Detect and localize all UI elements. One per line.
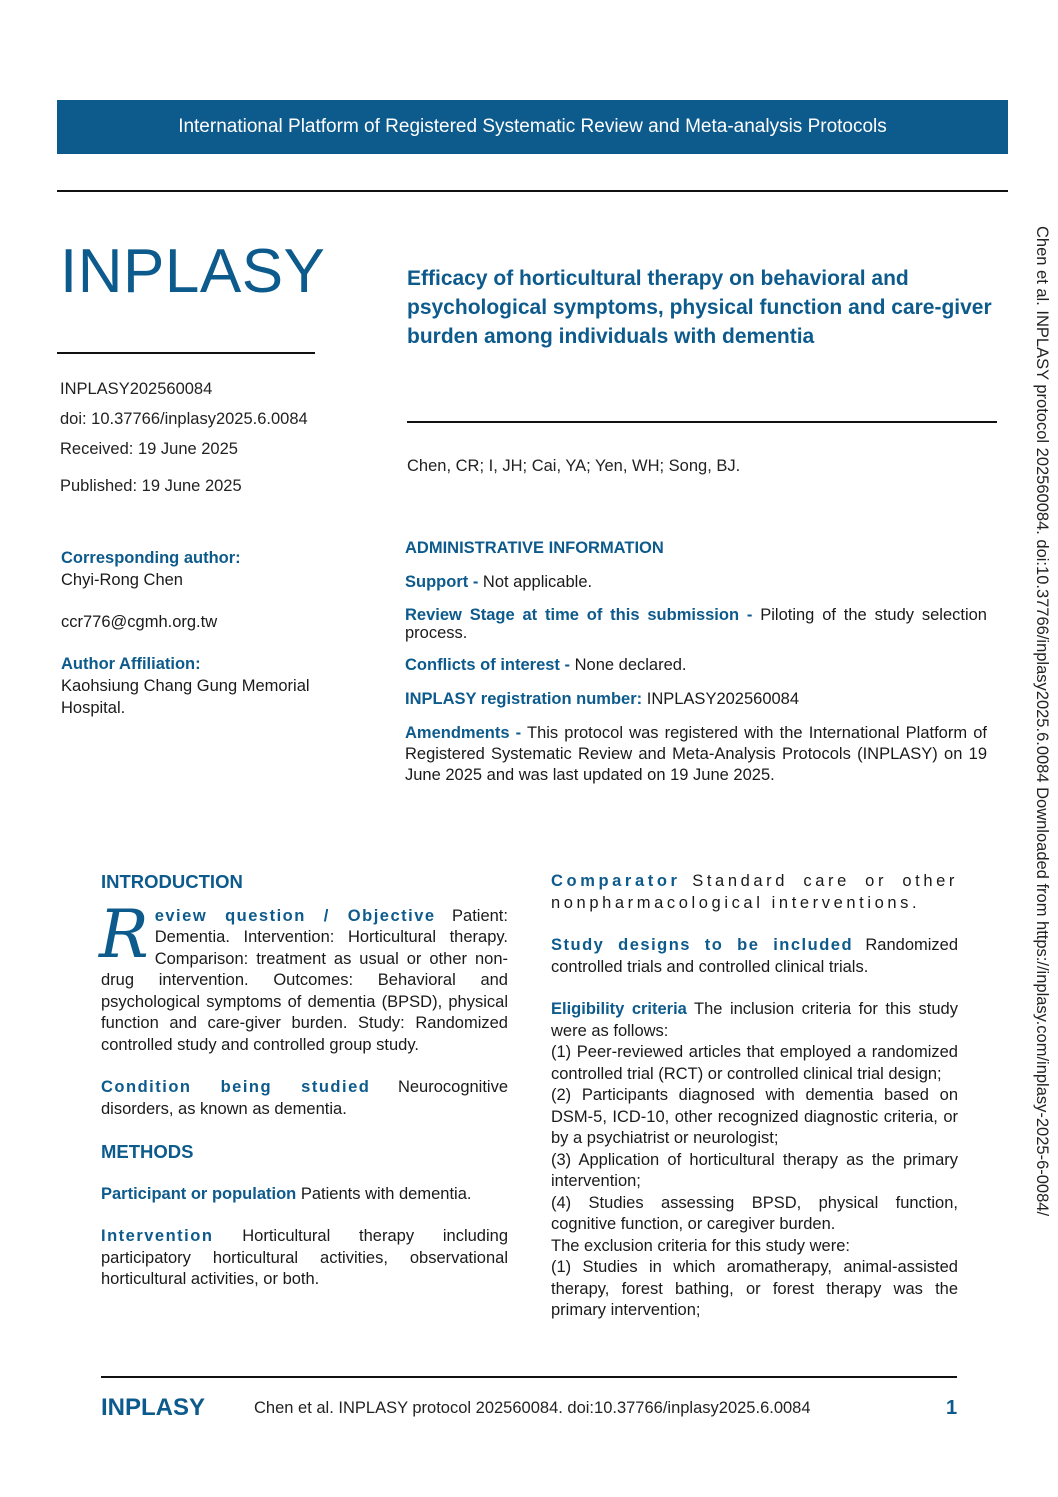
logo-rule xyxy=(57,352,315,354)
eligibility-paragraph xyxy=(551,999,958,1042)
intervention-text: Horticultural therapy including participatory horticultural activities, observational horticultural activities, or both. xyxy=(101,1227,508,1288)
registration-id: INPLASY202560084 xyxy=(60,380,213,398)
body-right-column xyxy=(551,871,958,1322)
dropcap-letter: R xyxy=(99,895,149,973)
banner-text: International Platform of Registered Systematic Review and Meta-analysis Protocols xyxy=(178,116,887,137)
body-left-column xyxy=(101,871,508,1291)
corresponding-author-name: Chyi-Rong Chen xyxy=(61,571,183,589)
page-number: 1 xyxy=(946,1397,958,1419)
condition-paragraph xyxy=(101,1077,508,1120)
title-rule xyxy=(407,421,997,423)
population-paragraph xyxy=(101,1184,508,1206)
header-rule xyxy=(57,190,1008,192)
footer-citation: Chen et al. INPLASY protocol 202560084. doi:10.37766/inplasy2025.6.0084 xyxy=(254,1399,811,1417)
registration-number-label: INPLASY registration number: xyxy=(405,690,643,708)
comparator-label: Comparator xyxy=(551,872,681,890)
study-designs-label: Study designs to be included xyxy=(551,936,854,954)
registration-number-text: INPLASY202560084 xyxy=(646,690,800,708)
corresponding-author-email: ccr776@cgmh.org.tw xyxy=(61,613,218,631)
administrative-information xyxy=(405,538,987,786)
study-designs-paragraph xyxy=(551,935,958,978)
support-label: Support - xyxy=(405,573,479,591)
footer-rule xyxy=(101,1376,957,1378)
eligibility-line: (3) Application of horticultural therapy as the primary intervention; xyxy=(551,1150,958,1190)
review-question-text: Patient: Dementia. Intervention: Horticultural therapy. Comparison: treatment as usual or other non-drug intervention. Outcomes: Behavioral and psychological symptoms of dementia (BPSD), physical function and care-giver burden. Study: Randomized controlled study and controlled group study. xyxy=(101,906,508,1054)
review-stage-row xyxy=(405,606,987,642)
intervention-label: Intervention xyxy=(101,1227,214,1245)
eligibility-label: Eligibility criteria xyxy=(551,1000,687,1018)
corresponding-author-label: Corresponding author: xyxy=(61,549,241,567)
amendments-text: This protocol was registered with the International Platform of Registered Systematic Review and Meta-Analysis Protocols (INPLASY) on 19 June 2025 and was last updated on 19 June 2025. xyxy=(405,724,987,784)
conflicts-row xyxy=(405,655,987,676)
comparator-paragraph xyxy=(551,871,958,914)
corresponding-author-block xyxy=(61,547,361,719)
amendments-label: Amendments - xyxy=(405,724,522,742)
author-list: Chen, CR; I, JH; Cai, YA; Yen, WH; Song, BJ. xyxy=(407,457,741,475)
eligibility-line: (1) Peer-reviewed articles that employed a randomized controlled trial (RCT) or controlled clinical trial design; xyxy=(551,1043,958,1083)
review-stage-text: Piloting of the study selection process. xyxy=(405,606,987,642)
support-text: Not applicable. xyxy=(482,573,593,591)
amendments-row xyxy=(405,723,987,786)
population-label: Participant or population xyxy=(101,1184,297,1203)
eligibility-line: (1) Studies in which aromatherapy, animal-assisted therapy, forest bathing, or forest therapy was the primary intervention; xyxy=(551,1258,958,1319)
review-question-paragraph xyxy=(99,895,508,1057)
intervention-paragraph xyxy=(101,1226,508,1291)
introduction-heading: INTRODUCTION xyxy=(101,871,243,892)
doi: doi: 10.37766/inplasy2025.6.0084 xyxy=(60,410,308,428)
condition-text: Neurocognitive disorders, as known as dementia. xyxy=(101,1078,509,1118)
population-text: Patients with dementia. xyxy=(300,1184,472,1203)
inplasy-logo: INPLASY xyxy=(60,237,326,306)
review-stage-label: Review Stage at time of this submission - xyxy=(405,606,753,624)
conflicts-text: None declared. xyxy=(574,656,687,674)
side-download-note: Chen et al. INPLASY protocol 202560084. doi:10.37766/inplasy2025.6.0084 Downloaded from https://inplasy.com/inplasy-2025-6-0084/ xyxy=(1033,226,1051,1217)
eligibility-line: (4) Studies assessing BPSD, physical function, cognitive function, or caregiver burden. xyxy=(551,1193,958,1233)
conflicts-label: Conflicts of interest - xyxy=(405,656,571,674)
eligibility-line: The inclusion criteria for this study were as follows: xyxy=(551,1000,958,1040)
affiliation-text: Kaohsiung Chang Gung Memorial Hospital. xyxy=(61,677,310,717)
admin-heading: ADMINISTRATIVE INFORMATION xyxy=(405,539,664,557)
published-date: Published: 19 June 2025 xyxy=(60,477,242,495)
comparator-text: Standard care or other nonpharmacological interventions. xyxy=(551,872,958,912)
affiliation-label: Author Affiliation: xyxy=(61,655,201,673)
received-date: Received: 19 June 2025 xyxy=(60,440,238,458)
footer-logo: INPLASY xyxy=(101,1394,206,1421)
study-designs-text: Randomized controlled trials and controlled clinical trials. xyxy=(551,936,959,976)
review-question-label: eview question / Objective xyxy=(154,906,436,925)
eligibility-line: The exclusion criteria for this study were: xyxy=(551,1236,850,1255)
paper-title: Efficacy of horticultural therapy on behavioral and psychological symptoms, physical function and care-giver burden among individuals with dementia xyxy=(407,267,992,348)
condition-label: Condition being studied xyxy=(101,1078,371,1096)
registration-number-row xyxy=(405,689,987,710)
header-banner xyxy=(57,100,1008,154)
methods-heading: METHODS xyxy=(101,1141,194,1162)
support-row xyxy=(405,572,987,593)
eligibility-line: (2) Participants diagnosed with dementia based on DSM-5, ICD-10, other recognized diagnostic criteria, or by a psychiatrist or neurologist; xyxy=(551,1086,958,1147)
